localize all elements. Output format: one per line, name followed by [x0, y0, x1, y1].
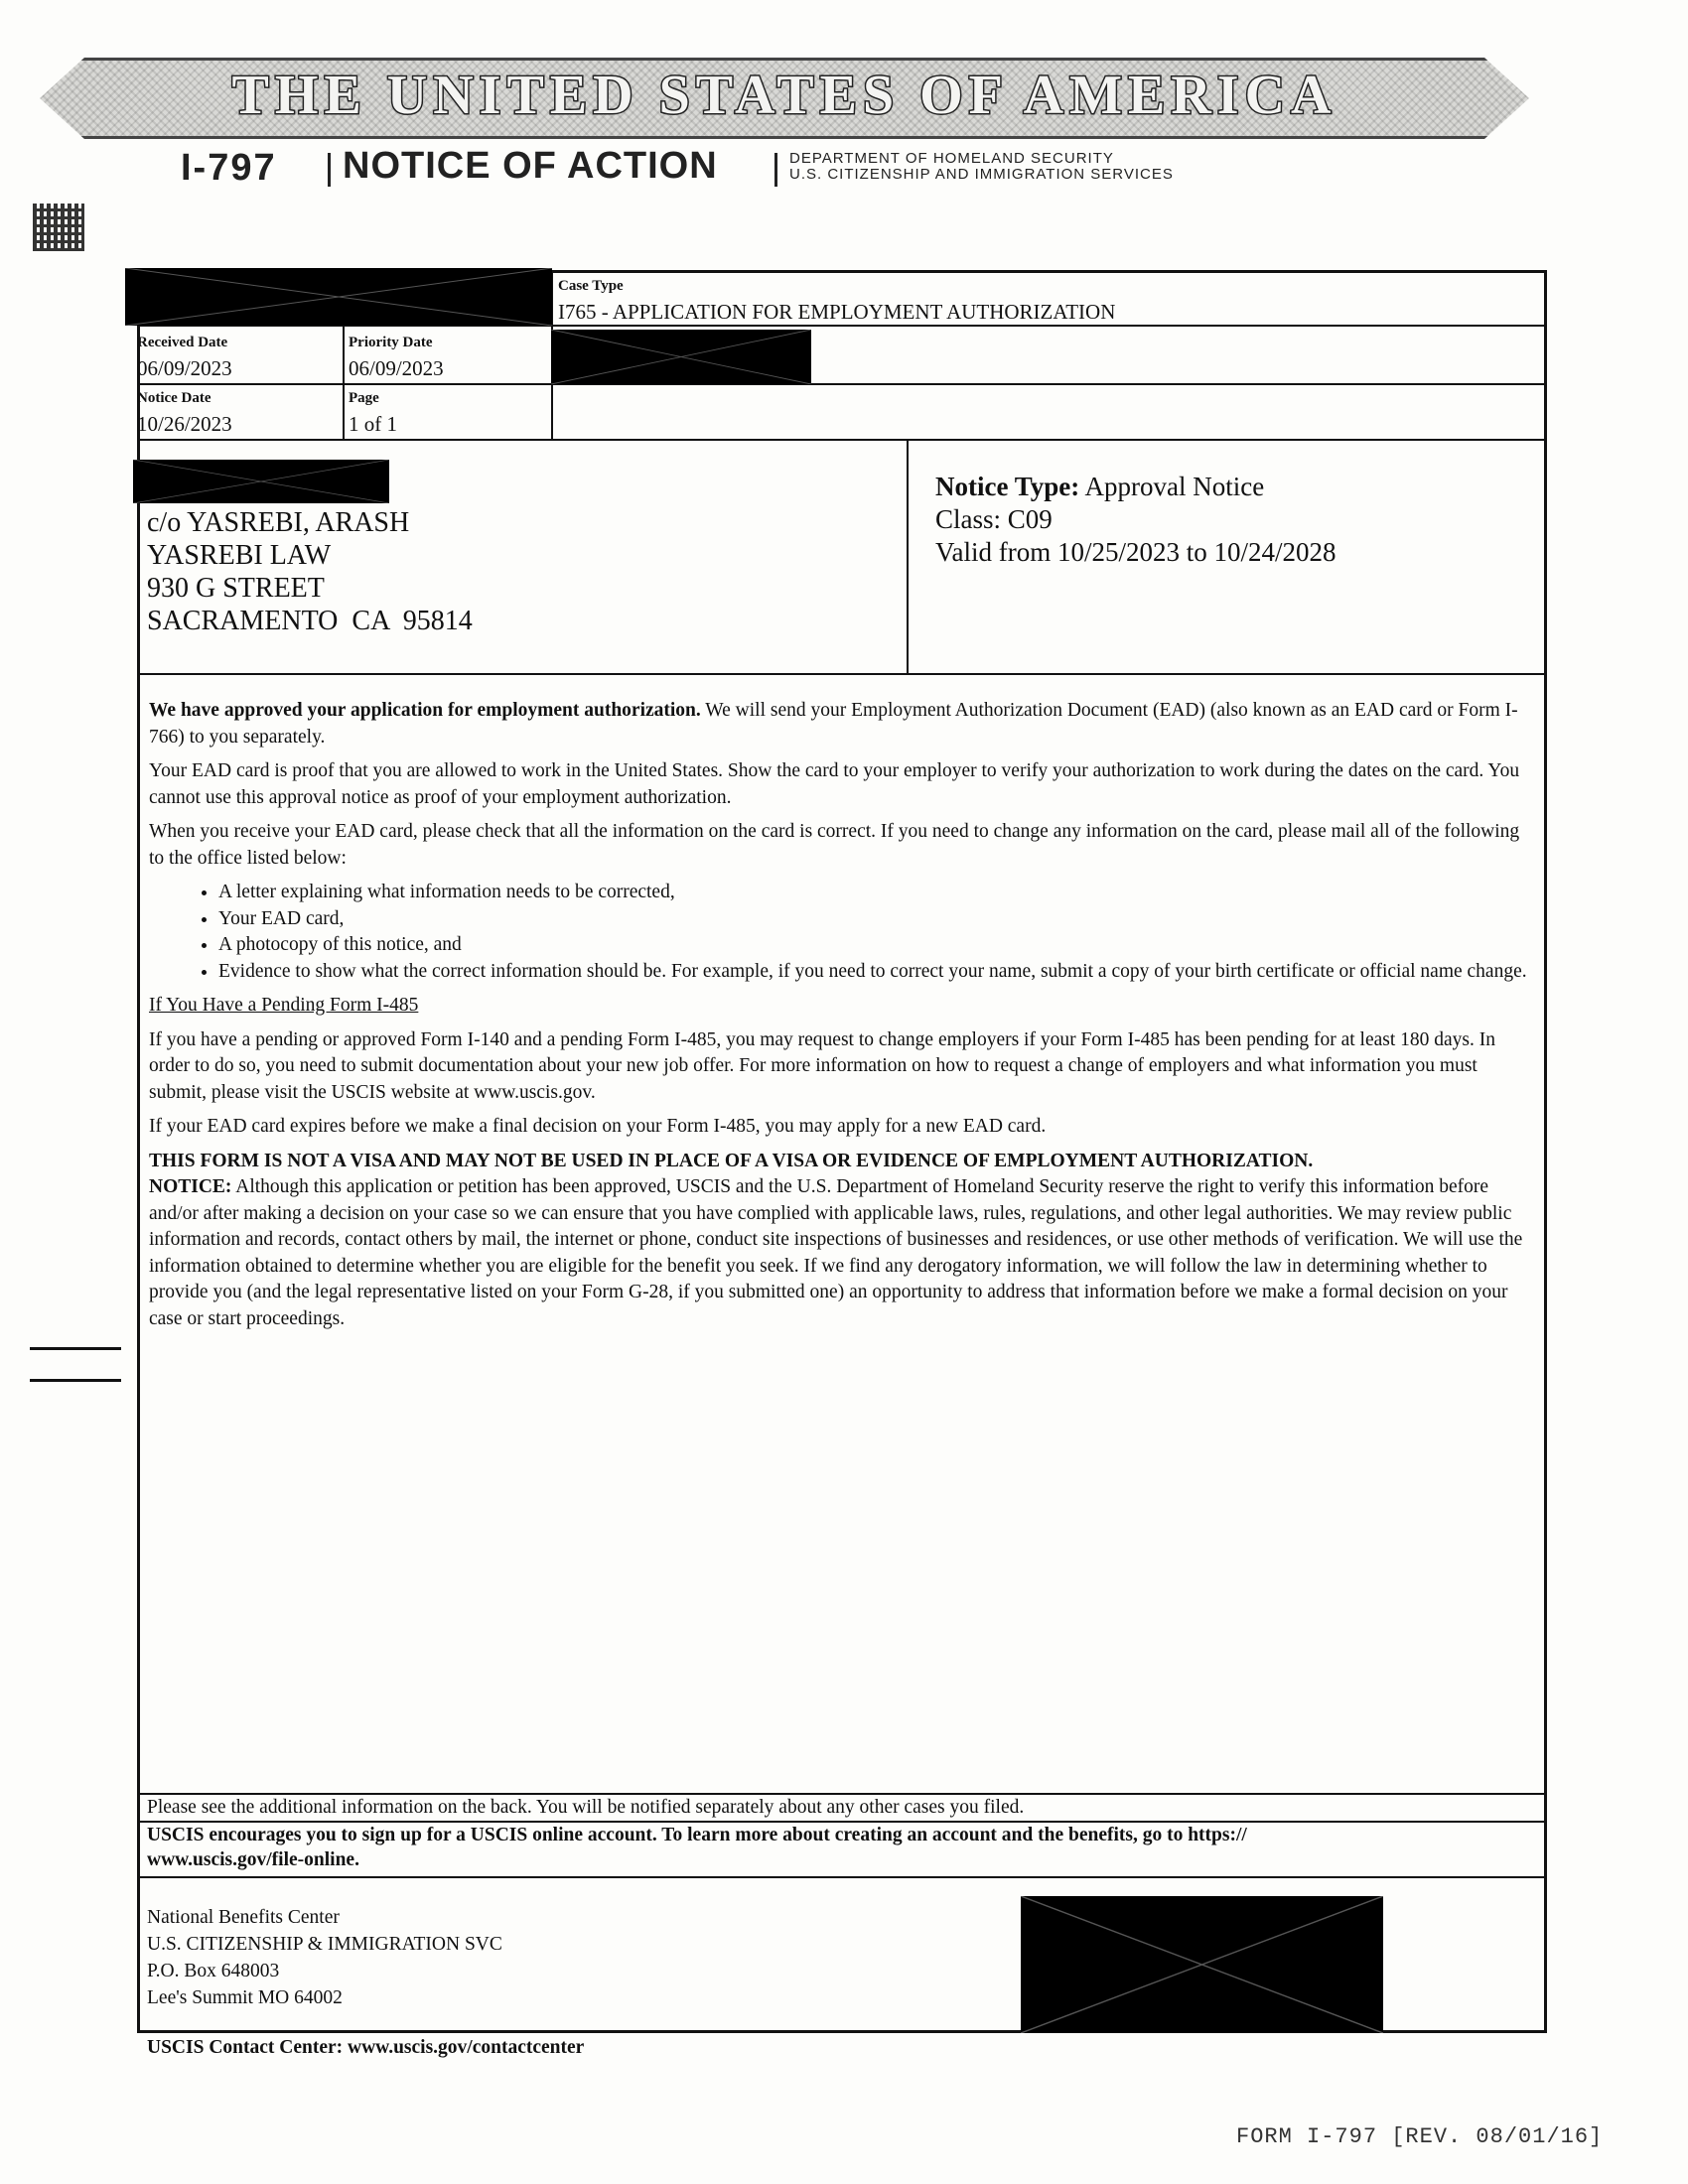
form-revision: FORM I-797 [REV. 08/01/16]: [1236, 2124, 1604, 2149]
page-label: Page: [349, 390, 379, 406]
header-banner: THE UNITED STATES OF AMERICA: [231, 65, 1337, 126]
redacted-barcode: [1021, 1896, 1383, 2033]
notice-label: NOTICE:: [149, 1176, 232, 1197]
address-line: YASREBI LAW: [147, 540, 332, 571]
barcode-icon: [33, 204, 84, 251]
mailing-address: [147, 506, 473, 637]
grid-line: [907, 439, 909, 673]
redacted-applicant-name: [133, 460, 389, 503]
notice-type-value: Approval Notice: [1084, 472, 1265, 501]
page-value: 1 of 1: [349, 412, 397, 436]
notice-date-label: Notice Date: [137, 390, 211, 406]
visa-warning: THIS FORM IS NOT A VISA AND MAY NOT BE USED IN PLACE OF A VISA OR EVIDENCE OF EMPLOYMENT AUTHORIZATION.: [149, 1150, 1314, 1171]
address-line: 930 G STREET: [147, 573, 325, 604]
notice-summary: [935, 471, 1336, 569]
redacted-receipt-number: [125, 268, 552, 326]
case-type-label: Case Type: [558, 278, 624, 294]
form-code: I-797: [181, 147, 277, 189]
correction-list: [149, 880, 1539, 985]
class-value: Class: C09: [935, 504, 1053, 534]
office-address: National Benefits Center U.S. CITIZENSHIP & IMMIGRATION SVC P.O. Box 648003 Lee's Summit MO 64002: [147, 1907, 502, 2008]
redacted-applicant-field: [551, 330, 811, 384]
department-line-1: DEPARTMENT OF HOMELAND SECURITY: [789, 150, 1114, 167]
header-separator: [774, 153, 777, 187]
notice-type-label: Notice Type:: [935, 472, 1080, 501]
priority-date-value: 06/09/2023: [349, 356, 444, 380]
received-date-value: 06/09/2023: [137, 356, 232, 380]
department-line-2: U.S. CITIZENSHIP AND IMMIGRATION SERVICES: [789, 166, 1174, 183]
notice-body: [149, 698, 1539, 1340]
margin-mark: [30, 1379, 121, 1382]
department-name: [789, 151, 1174, 183]
margin-mark: [30, 1347, 121, 1350]
notice-paragraph: NOTICE: Although this application or petition has been approved, USCIS and the U.S. Department of Homeland Security reserve the right to verify this information before and/or after making a decision on your case so we can ensure that you have complied with applicable laws, rules, regulations, and other legal authorities. We may review public information and records, contact others by mail, the internet or phone, conduct site inspections of businesses and residences, or use other methods of verification. We will use the information obtained to determine whether you are eligible for the benefit you seek. If we find any derogatory information, we will follow the law in determining whether to provide you (and the legal representative listed on your Form G-28, if you submitted one) an opportunity to address that information before we make a formal decision on your case or start proceedings.: [149, 1176, 1523, 1329]
list-item: • A photocopy of this notice, and: [218, 932, 1539, 959]
list-item: • Your EAD card,: [218, 906, 1539, 933]
expiry-paragraph: If your EAD card expires before we make a final decision on your Form I-485, you may apply for a new EAD card.: [149, 1116, 1047, 1137]
approval-paragraph: We have approved your application for employment authorization. We will send your Employment Authorization Document (EAD) (also known as an EAD card or Form I-766) to you separately.: [149, 700, 1518, 748]
pending-i485-paragraph: If you have a pending or approved Form I-140 and a pending Form I-485, you may request to change employers if your Form I-485 has been pending for at least 180 days. In order to do so, you need to submit documentation about your new job offer. For more information on how to request a change of employers and what information you must submit, please visit the USCIS website at www.uscis.gov.: [149, 1028, 1495, 1103]
additional-info-line: Please see the additional information on the back. You will be notified separately about any other cases you filed.: [147, 1797, 1025, 1818]
section-heading: If You Have a Pending Form I-485: [149, 995, 419, 1016]
address-line: c/o YASREBI, ARASH: [147, 507, 410, 538]
grid-line: [343, 325, 345, 439]
notice-date-value: 10/26/2023: [137, 412, 232, 436]
received-date-label: Received Date: [137, 335, 228, 350]
grid-line: [137, 673, 1547, 675]
grid-line: [137, 383, 1547, 385]
document-title: NOTICE OF ACTION: [343, 145, 718, 187]
list-item: • A letter explaining what information needs to be corrected,: [218, 880, 1539, 906]
validity-period: Valid from 10/25/2023 to 10/24/2028: [935, 537, 1336, 567]
contact-center-link[interactable]: USCIS Contact Center: www.uscis.gov/contactcenter: [147, 2037, 585, 2058]
case-type-value: I765 - APPLICATION FOR EMPLOYMENT AUTHORIZATION: [558, 300, 1116, 324]
online-account-notice: USCIS encourages you to sign up for a USCIS online account. To learn more about creating an account and the benefits, go to https:// www.uscis.gov/file-online.: [147, 1825, 1247, 1870]
address-line: SACRAMENTO CA 95814: [147, 606, 473, 636]
priority-date-label: Priority Date: [349, 335, 433, 350]
header-separator: [328, 153, 331, 187]
ead-proof-paragraph: Your EAD card is proof that you are allowed to work in the United States. Show the card to your employer to verify your authorization to work during the dates on the card. You cannot use this approval notice as proof of your employment authorization.: [149, 760, 1520, 808]
grid-line: [137, 439, 1547, 441]
approval-statement: We have approved your application for employment authorization.: [149, 700, 701, 721]
grid-line: [137, 1876, 1547, 1878]
correction-paragraph: When you receive your EAD card, please check that all the information on the card is correct. If you need to change any information on the card, please mail all of the following to the office listed below:: [149, 821, 1520, 869]
list-item: • Evidence to show what the correct information should be. For example, if you need to correct your name, submit a copy of your birth certificate or official name change.: [218, 959, 1539, 986]
